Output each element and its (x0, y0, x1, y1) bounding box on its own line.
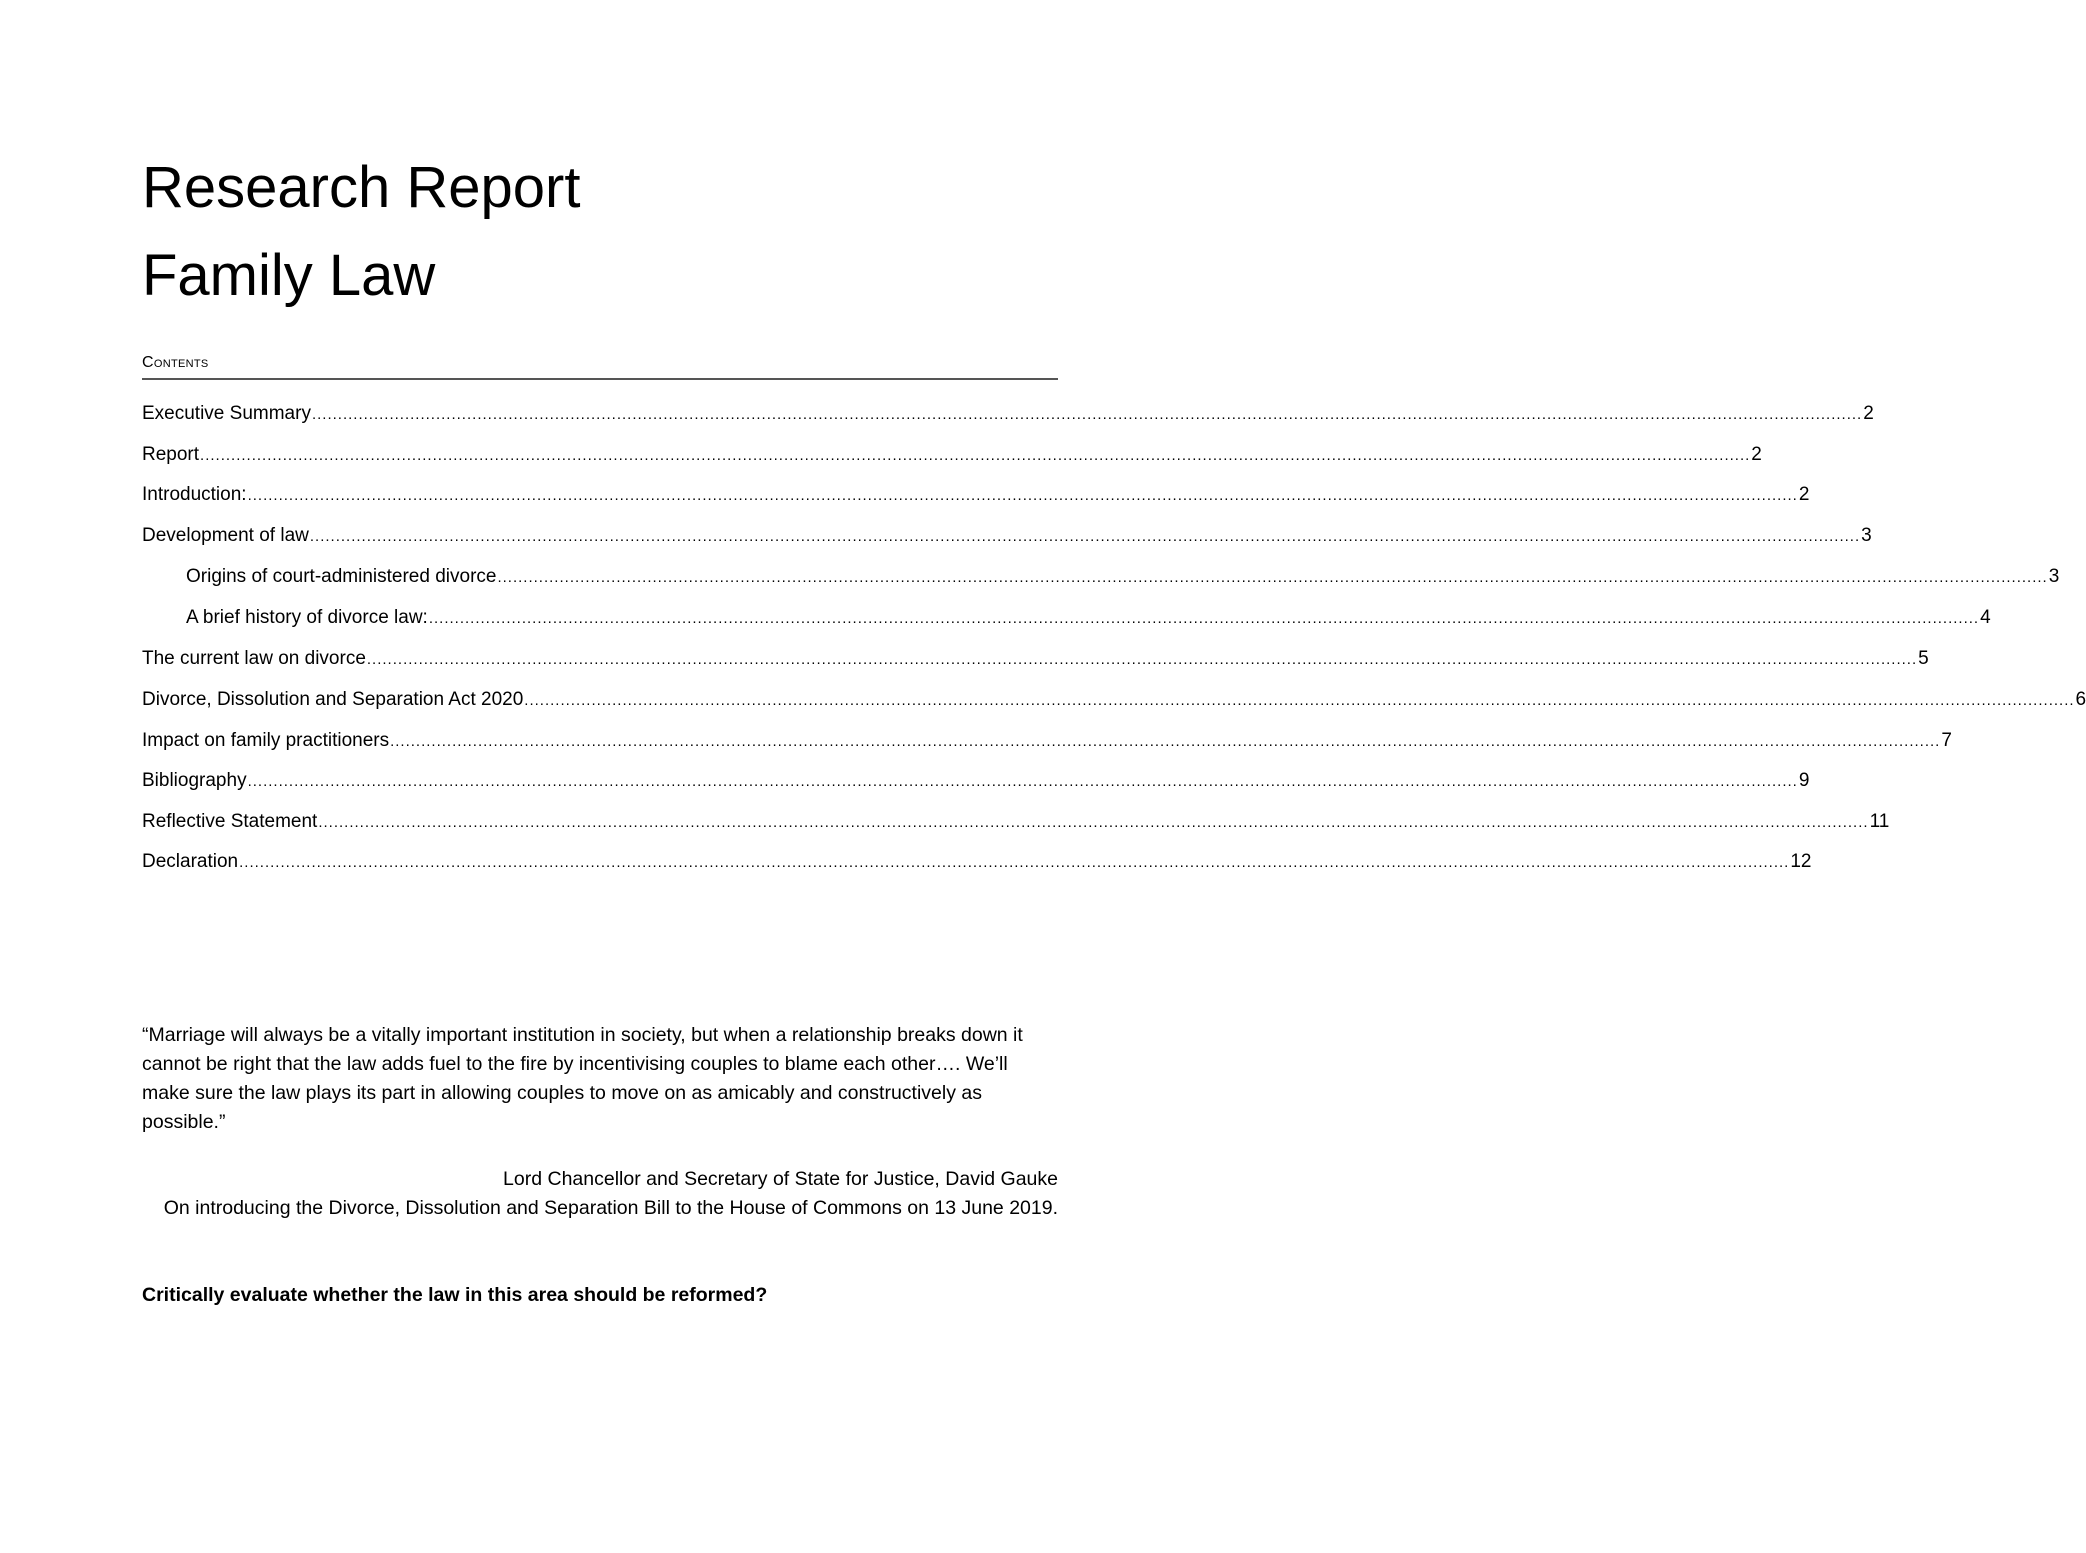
toc-entry-page: 5 (1918, 648, 1929, 669)
toc-leader-dots: ............................................................................................................................................................................................................................................................................................................ (318, 814, 1869, 831)
toc-entry-page: 2 (1798, 484, 1810, 505)
toc-entry-development-of-law[interactable] (142, 522, 1872, 550)
attribution-line-1: Lord Chancellor and Secretary of State for Justice, David Gauke (503, 1168, 1058, 1190)
toc-entry-label: Impact on family practitioners (142, 730, 390, 751)
toc-entry-page: 12 (1790, 851, 1812, 872)
contents-heading: Contents (142, 354, 209, 371)
toc-entry-reflective-statement[interactable] (142, 808, 1890, 836)
toc-entry-page: 2 (1863, 403, 1874, 424)
toc-entry-page: 3 (2048, 566, 2060, 587)
toc-entry-impact-practitioners[interactable] (142, 727, 1952, 755)
document-page (142, 0, 2086, 1553)
toc-entry-page: 4 (1980, 607, 1991, 628)
toc-entry-label: Divorce, Dissolution and Separation Act 2020 (142, 689, 524, 710)
toc-entry-page: 3 (1861, 525, 1872, 546)
toc-entry-label: Origins of court-administered divorce (186, 566, 497, 587)
toc-leader-dots: ............................................................................................................................................................................................................................................................................................................ (366, 651, 1918, 668)
toc-leader-dots: ............................................................................................................................................................................................................................................................................................................ (524, 692, 2075, 709)
essay-question: Critically evaluate whether the law in this area should be reformed? (142, 1284, 768, 1306)
toc-entry-label: Bibliography (142, 770, 247, 791)
quote-attribution (142, 1165, 1058, 1223)
toc-leader-dots: ............................................................................................................................................................................................................................................................................................................ (390, 733, 1941, 750)
toc-entry-introduction[interactable] (142, 481, 1810, 509)
toc-leader-dots: ............................................................................................................................................................................................................................................................................................................ (428, 610, 1980, 627)
toc-entry-page: 11 (1869, 811, 1890, 832)
toc-entry-current-law[interactable] (142, 645, 1929, 673)
toc-leader-dots: ............................................................................................................................................................................................................................................................................................................ (497, 569, 2048, 586)
toc-leader-dots: ............................................................................................................................................................................................................................................................................................................ (200, 447, 1751, 464)
attribution-line-2: On introducing the Divorce, Dissolution and Separation Bill to the House of Commons on 13 June 2019. (163, 1197, 1058, 1219)
toc-entry-brief-history[interactable] (186, 604, 1991, 632)
contents-divider (142, 378, 1058, 380)
toc-entry-bibliography[interactable] (142, 767, 1810, 795)
toc-entry-label: The current law on divorce (142, 648, 366, 669)
toc-leader-dots: ............................................................................................................................................................................................................................................................................................................ (247, 487, 1798, 504)
toc-entry-executive-summary[interactable] (142, 400, 1874, 428)
toc-leader-dots: ............................................................................................................................................................................................................................................................................................................ (309, 528, 1861, 545)
toc-leader-dots: ............................................................................................................................................................................................................................................................................................................ (239, 854, 1790, 871)
toc-entry-page: 9 (1798, 770, 1810, 791)
document-title-line-1: Research Report (142, 155, 581, 220)
toc-entry-page: 2 (1751, 444, 1762, 465)
toc-entry-page: 6 (2075, 689, 2086, 710)
document-title-line-2: Family Law (142, 243, 436, 308)
toc-entry-label: Executive Summary (142, 403, 311, 424)
toc-entry-label: Introduction: (142, 484, 247, 505)
toc-entry-label: Reflective Statement (142, 811, 318, 832)
toc-entry-label: Development of law (142, 525, 309, 546)
toc-entry-dds-act[interactable] (142, 686, 2086, 714)
toc-entry-label: Report (142, 444, 200, 465)
toc-entry-origins-of-divorce[interactable] (186, 563, 2060, 591)
toc-entry-label: Declaration (142, 851, 239, 872)
toc-leader-dots: ............................................................................................................................................................................................................................................................................................................ (247, 773, 1798, 790)
toc-entry-page: 7 (1941, 730, 1952, 751)
epigraph-quote: “Marriage will always be a vitally important institution in society, but when a relationship breaks down it cannot be right that the law adds fuel to the fire by incentivising couples to blame each other…. We’ll make sure the law plays its part in allowing couples to move on as amicably and constructively as possible.” (142, 1024, 1023, 1133)
toc-entry-declaration[interactable] (142, 848, 1812, 876)
toc-entry-report[interactable] (142, 441, 1762, 469)
toc-leader-dots: ............................................................................................................................................................................................................................................................................................................ (311, 406, 1863, 423)
toc-entry-label: A brief history of divorce law: (186, 607, 428, 628)
